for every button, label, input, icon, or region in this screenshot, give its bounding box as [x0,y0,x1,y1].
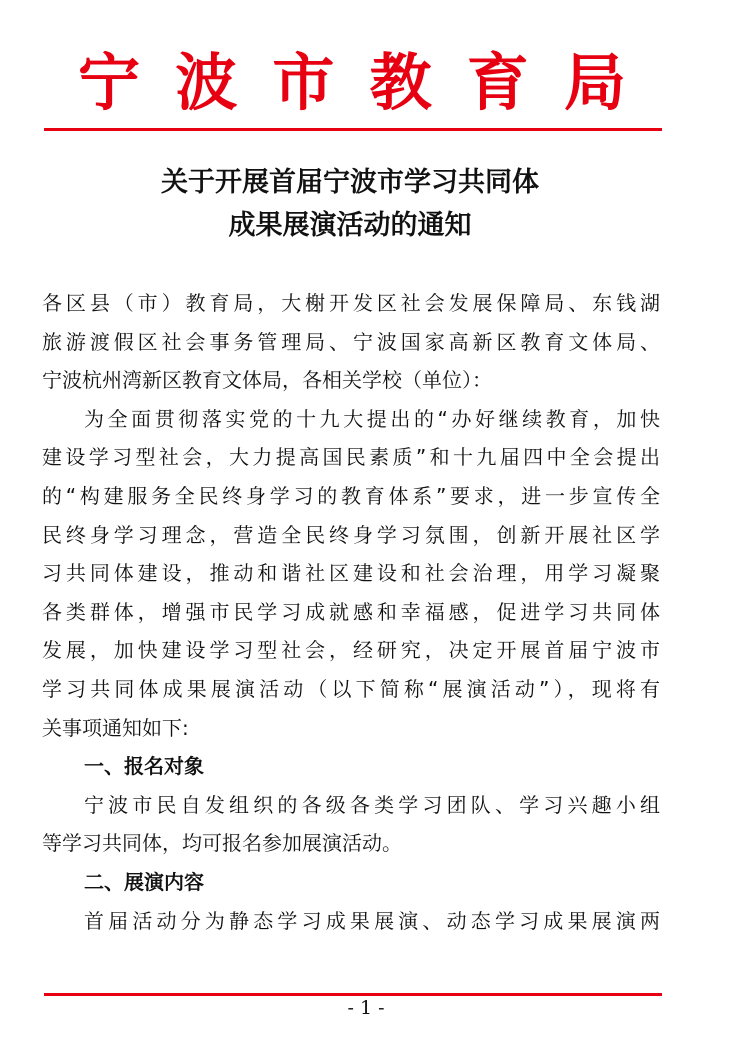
section-heading: 一、报名对象 [84,754,204,779]
footer-divider [44,993,662,996]
page-number: - 1 - [347,997,385,1019]
document-title-line-2: 成果展演活动的通知 [228,210,472,241]
masthead-char: 波 [175,46,238,119]
body-line: 等学习共同体，均可报名参加展演活动。 [42,831,402,856]
masthead-char: 宁 [78,46,141,119]
body-line: 关事项通知如下: [42,715,189,740]
section-heading: 二、展演内容 [84,869,204,894]
masthead-char: 教 [369,46,432,119]
masthead-char: 育 [466,46,529,119]
body-line: 习共同体建设，推动和谐社区建设和社会治理，用学习凝聚 [42,561,660,586]
masthead-divider [44,128,662,131]
body-line: 旅游渡假区社会事务管理局、宁波国家高新区教育文体局、 [42,329,660,354]
body-line: 宁波杭州湾新区教育文体局，各相关学校（单位）： [42,368,492,393]
body-line: 首届活动分为静态学习成果展演、动态学习成果展演两 [84,908,660,933]
body-line: 的“构建服务全民终身学习的教育体系”要求，进一步宣传全 [42,483,660,508]
body-line: 民终身学习理念，营造全民终身学习氛围，创新开展社区学 [42,522,660,547]
masthead-char: 市 [272,46,335,119]
document-body [42,284,660,940]
body-line: 学习共同体成果展演活动（以下简称“展演活动”），现将有 [42,676,660,701]
document-title-line-1: 关于开展首届宁波市学习共同体 [161,167,539,198]
body-line: 各区县（市）教育局，大榭开发区社会发展保障局、东钱湖 [42,291,660,315]
masthead-char: 局 [563,46,626,119]
body-line: 建设学习型社会，大力提高国民素质”和十九届四中全会提出 [42,445,660,470]
body-line: 发展，加快建设学习型社会，经研究，决定开展首届宁波市 [42,638,660,663]
body-line: 宁波市民自发组织的各级各类学习团队、学习兴趣小组 [84,792,660,817]
body-line: 各类群体，增强市民学习成就感和幸福感，促进学习共同体 [42,599,660,624]
issuer-masthead [44,44,660,122]
body-line: 为全面贯彻落实党的十九大提出的“办好继续教育，加快 [84,406,660,431]
